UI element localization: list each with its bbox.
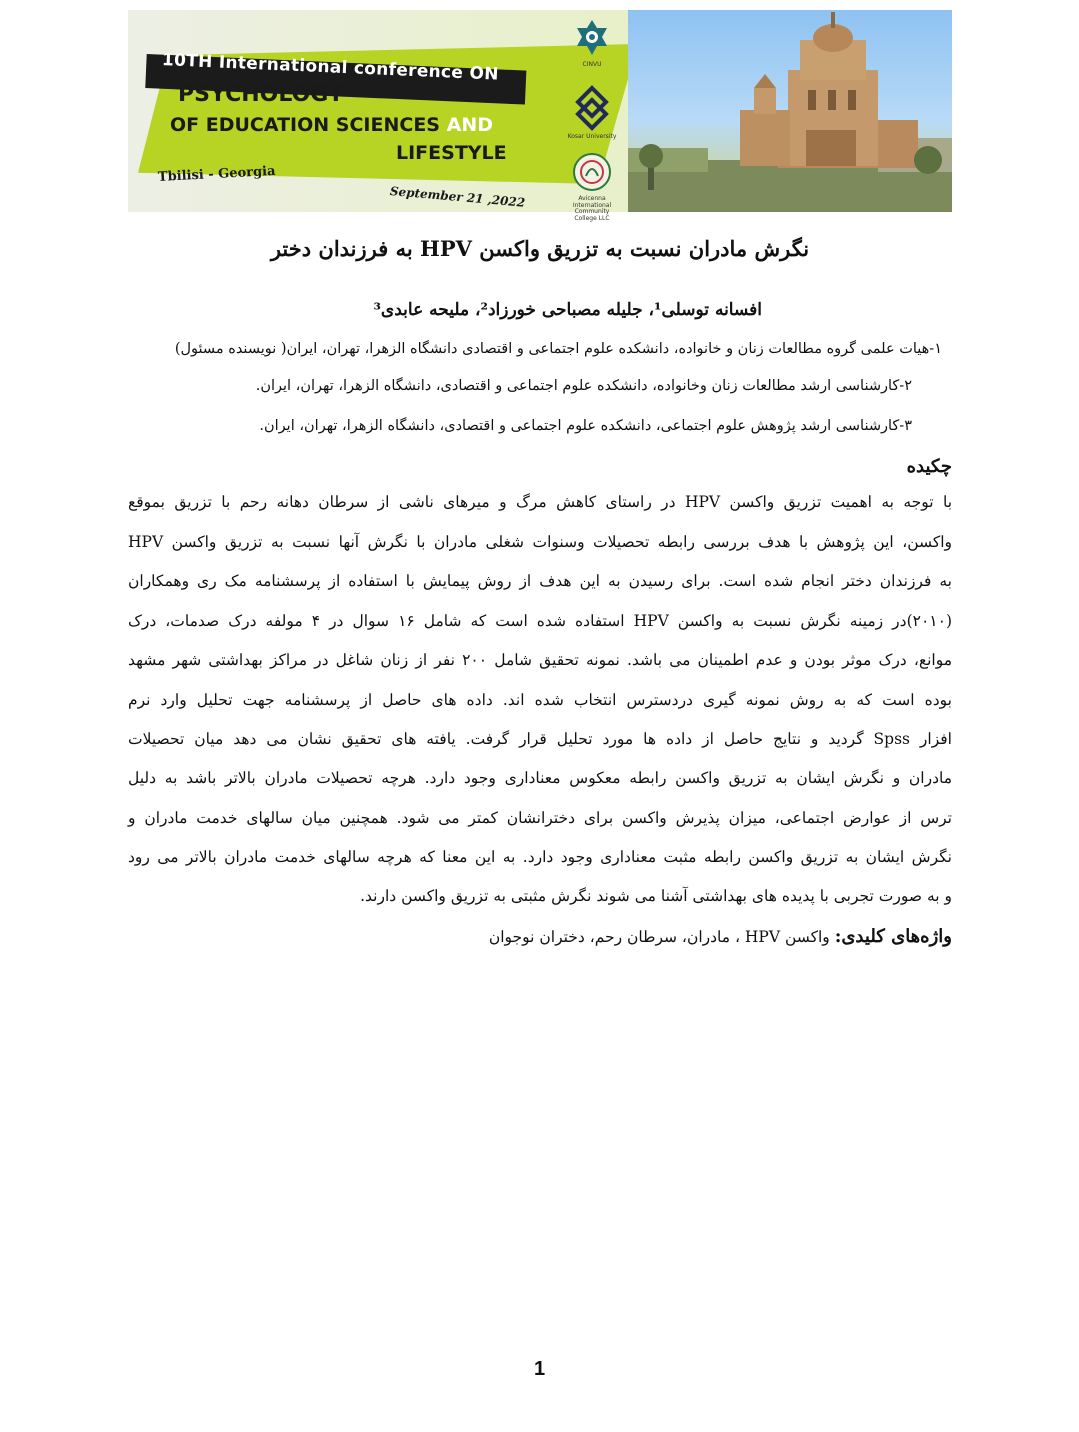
cinvu-emblem-icon xyxy=(572,18,612,58)
abstract-line: ترس از عوارض اجتماعی، میزان پذیرش واکسن برای دخترانشان کمتر می شود. همچنین میان سالهای خدمت مادران و xyxy=(128,809,952,827)
abstract-line: واکسن، این پژوهش با هدف بررسی رابطه تحصیلات وسنوات شغلی مادران با نگرش آنها نسبت به تزریق واکسن HPV xyxy=(128,533,952,551)
abstract-line: به فرزندان دختر انجام شده است. برای رسیدن به این هدف از روش پیمایش با استفاده از پرسشنامه مک ری وهمکاران xyxy=(128,572,952,590)
abstract-line: مادران و نگرش ایشان به تزریق واکسن رابطه معکوس معناداری وجود دارد. هرچه تحصیلات مادران بالاتر باشد به دلیل xyxy=(128,769,952,787)
avicenna-college-logo xyxy=(566,152,618,222)
abstract-line: موانع، درک موثر بودن و عدم اطمینان می باشد. نمونه تحقیق شامل ۲۰۰ نفر از زنان شاغل در مراکز بهداشتی شهر مشهد xyxy=(128,651,953,669)
abstract-line: و به صورت تجربی با پدیده های بهداشتی آشنا می شوند نگرش مثبتی به تزریق واکسن دارند. xyxy=(360,887,952,905)
affiliation-1: ۱-هیات علمی گروه مطالعات زنان و خانواده، دانشکده علوم اجتماعی و اقتصادی دانشگاه الزهرا، تهران، ایران( نویسنده مسئول) xyxy=(174,341,942,357)
abstract-line: (۲۰۱۰)در زمینه نگرش نسبت به واکسن HPV استفاده شده است که شامل ۱۶ سوال در ۴ مولفه درک صدمات، درک xyxy=(128,612,952,630)
conference-date: September 21 ,2022 xyxy=(389,184,526,210)
cathedral-illustration xyxy=(628,10,952,212)
affiliation-2: ۲-کارشناسی ارشد مطالعات زنان وخانواده، دانشکده علوم اجتماعی و اقتصادی، دانشگاه الزهرا، تهران، ایران. xyxy=(255,378,912,394)
cinvu-logo xyxy=(566,18,618,69)
keywords-row xyxy=(128,926,952,947)
conference-title-line4: LIFESTYLE xyxy=(396,142,507,164)
abstract-line: بوده است که به روش نمونه گیری دردسترس انتخاب شده اند. داده های حاصل از پرسشنامه جهت تحلیل وارد نرم xyxy=(128,691,952,709)
cathedral-photo xyxy=(628,10,952,212)
conference-title-line1: 10TH International conference ON xyxy=(161,50,500,85)
abstract-line: افزار Spss گردید و نتایج حاصل از داده ها مورد تحلیل قرار گرفت. یافته های تحقیق نشان می دهد میان تحصیلات xyxy=(128,730,952,748)
conference-title-line3-main: OF EDUCATION SCIENCES xyxy=(170,114,440,136)
affiliation-3: ۳-کارشناسی ارشد پژوهش علوم اجتماعی، دانشکده علوم اجتماعی و اقتصادی، دانشگاه الزهرا، تهران، ایران. xyxy=(259,418,912,434)
kosar-emblem-icon xyxy=(572,86,612,130)
kosar-university-logo xyxy=(566,86,618,141)
kosar-logo-label: Kosar University xyxy=(567,133,617,140)
keywords-label: واژه‌های کلیدی: xyxy=(834,926,952,947)
avicenna-seal-icon xyxy=(572,152,612,192)
avicenna-logo-label: Avicenna International Community College LLC xyxy=(572,195,612,222)
author-list: افسانه توسلی¹، جلیله مصباحی خورزاد²، ملیحه عابدی³ xyxy=(373,300,762,320)
paper-title: نگرش مادران نسبت به تزریق واکسن HPV به فرزندان دختر xyxy=(270,236,810,261)
cinvu-logo-label: CINVU xyxy=(582,61,602,68)
conference-title-line3 xyxy=(170,114,493,136)
conference-banner xyxy=(128,10,952,222)
conference-title-line2: PSYCHOLOGY xyxy=(178,82,344,107)
conference-city: Tbilisi - Georgia xyxy=(157,163,276,185)
abstract-line: نگرش ایشان به تزریق واکسن رابطه مثبت معناداری وجود دارد. به این معنا که هرچه سالهای خدمت مادران بالاتر می رود xyxy=(128,848,952,866)
keywords-list: واکسن HPV ، مادران، سرطان رحم، دختران نوجوان xyxy=(488,928,835,946)
sponsor-logos xyxy=(558,14,628,222)
page-number: 1 xyxy=(533,1358,546,1380)
abstract-line: با توجه به اهمیت تزریق واکسن HPV در راستای کاهش مرگ و میرهای ناشی از سرطان دهانه رحم با تزریق بموقع xyxy=(128,493,953,511)
abstract-heading: چکیده xyxy=(906,456,952,477)
conference-title-and: AND xyxy=(446,114,493,136)
